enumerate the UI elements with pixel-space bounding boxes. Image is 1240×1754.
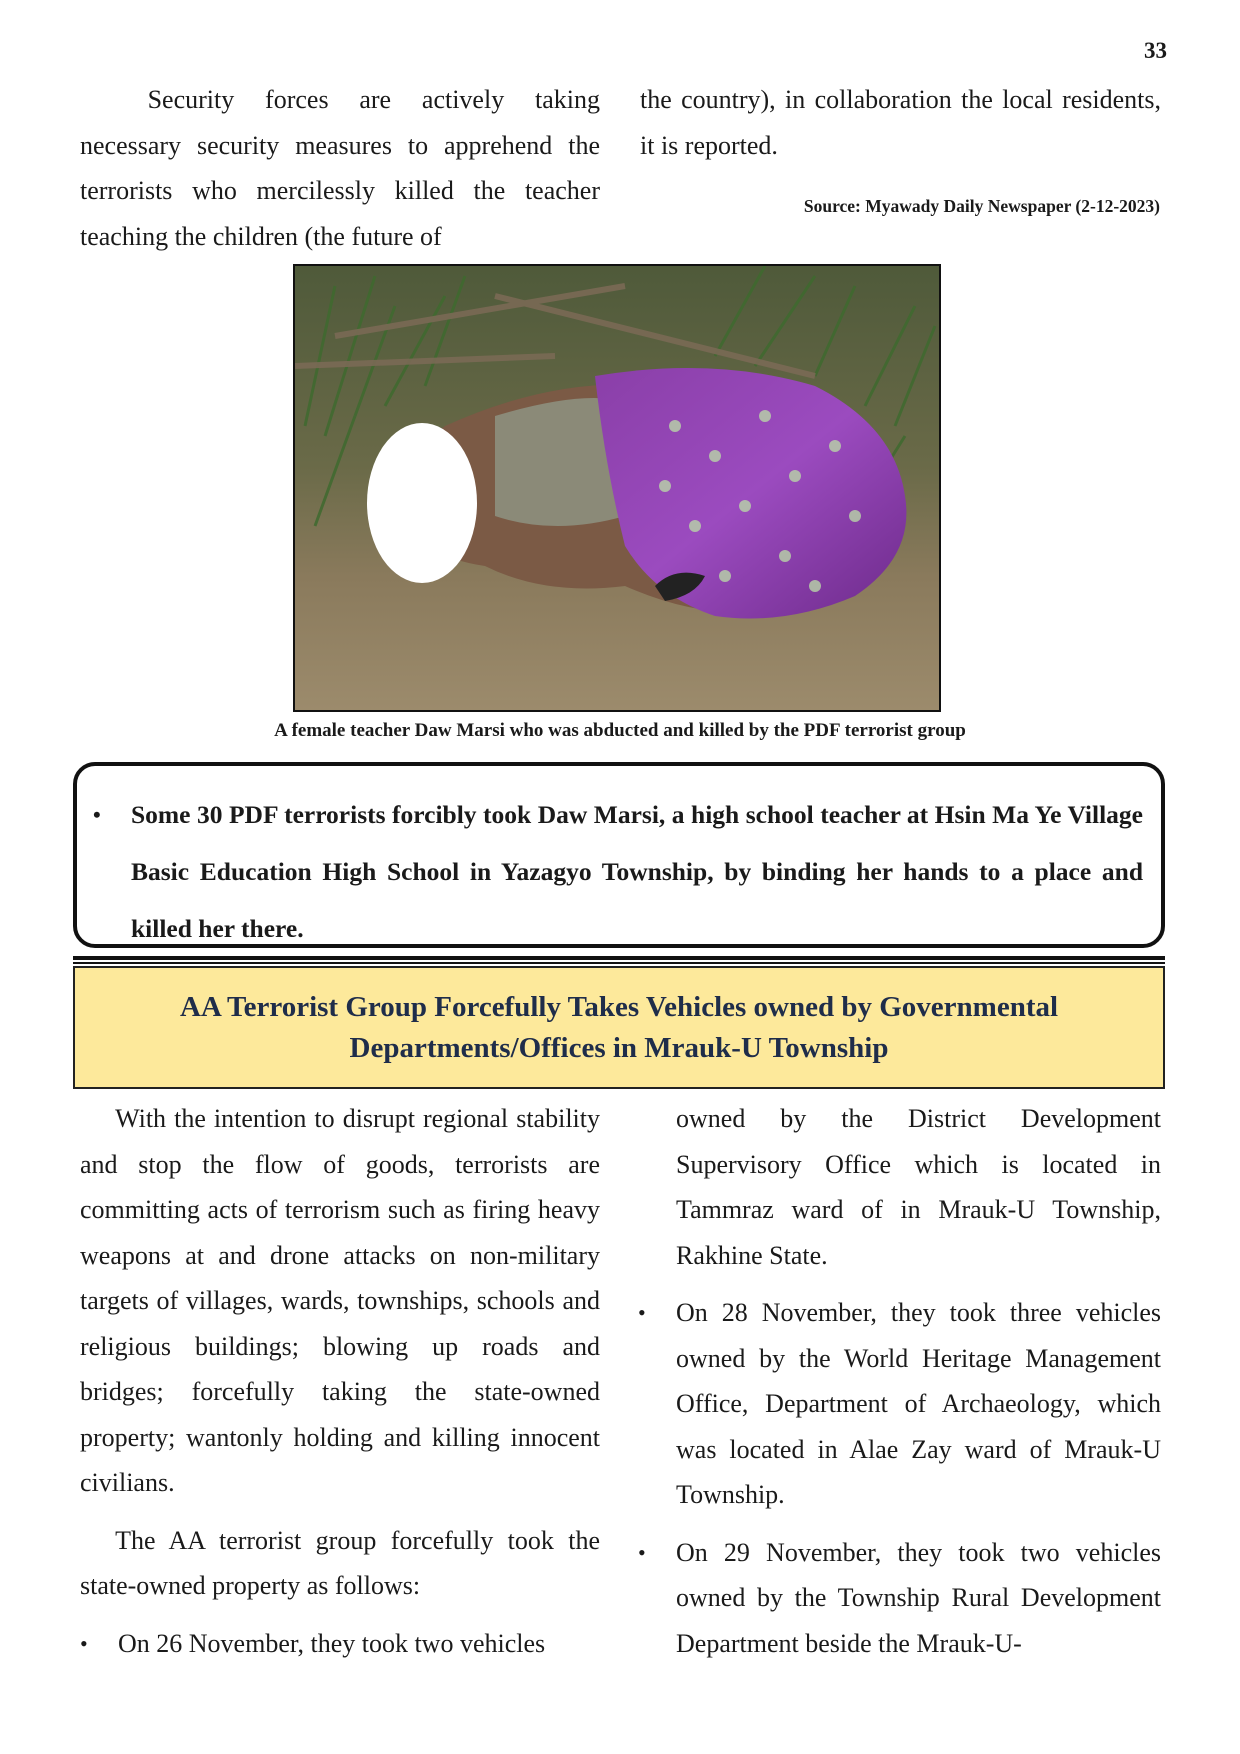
list-item bbox=[638, 1530, 1161, 1667]
headline-line-1: AA Terrorist Group Forcefully Takes Vehicles owned by Governmental bbox=[179, 990, 1059, 1023]
list-item-text: On 26 November, they took two vehicles bbox=[118, 1628, 546, 1658]
source-citation: Source: Myawady Daily Newspaper (2-12-2023) bbox=[803, 196, 1160, 216]
list-item-text: On 28 November, they took three vehicles owned by the World Heritage Management Office, Department of Archaeology, which was located in Alae Zay ward of Mrauk-U Township. bbox=[676, 1298, 1161, 1509]
photo-illustration bbox=[295, 266, 939, 710]
article-list-left bbox=[80, 1621, 600, 1667]
article-list-right bbox=[638, 1290, 1161, 1666]
bullet-icon: • bbox=[93, 802, 101, 827]
headline bbox=[180, 987, 1058, 1069]
section-divider-thin bbox=[73, 962, 1165, 964]
bullet-icon: • bbox=[638, 1300, 646, 1325]
top-article-left-column bbox=[80, 77, 600, 259]
top-article-right-column bbox=[640, 77, 1161, 168]
list-item bbox=[80, 1621, 600, 1667]
list-item bbox=[638, 1290, 1161, 1518]
page-number: 33 bbox=[1144, 38, 1167, 63]
article-paragraph-1: With the intention to disrupt regional stability and stop the flow of goods, terrorists are committing acts of terrorism such as firing heavy weapons at and drone attacks on non-military targets of villages, wards, townships, schools and religious buildings; blowing up roads and bridges; forcefully taking the state-owned property; wantonly holding and killing innocent civilians. bbox=[80, 1104, 600, 1497]
list-item-text: On 29 November, they took two vehicles owned by the Township Rural Development Department beside the Mrauk-U- bbox=[676, 1537, 1161, 1658]
bullet-icon: • bbox=[80, 1630, 88, 1656]
callout-box bbox=[73, 762, 1165, 948]
article-paragraph-2: The AA terrorist group forcefully took the state-owned property as follows: bbox=[80, 1525, 600, 1600]
article-left-column bbox=[80, 1096, 600, 1666]
article-right-column bbox=[638, 1096, 1161, 1666]
news-photo bbox=[293, 264, 941, 712]
bullet-icon: • bbox=[638, 1539, 646, 1565]
headline-line-2: Departments/Offices in Mrauk-U Township bbox=[349, 1031, 889, 1064]
list-item-continuation: owned by the District Development Supervisory Office which is located in Tammraz ward of in Mrauk-U Township, Rakhine State. bbox=[676, 1104, 1161, 1270]
top-article-right-text: the country), in collaboration the local residents, it is reported. bbox=[640, 85, 1161, 160]
photo-caption: A female teacher Daw Marsi who was abducted and killed by the PDF terrorist group bbox=[274, 720, 966, 741]
headline-box bbox=[73, 966, 1165, 1089]
section-divider bbox=[73, 956, 1165, 960]
callout-bullet-text: Some 30 PDF terrorists forcibly took Daw Marsi, a high school teacher at Hsin Ma Ye Village Basic Education High School in Yazagyo Township, by binding her hands to a place and killed her there. bbox=[131, 800, 1143, 943]
top-article-left-text: Security forces are actively taking necessary security measures to apprehend the terrorists who mercilessly killed the teacher teaching the children (the future of bbox=[80, 85, 600, 251]
